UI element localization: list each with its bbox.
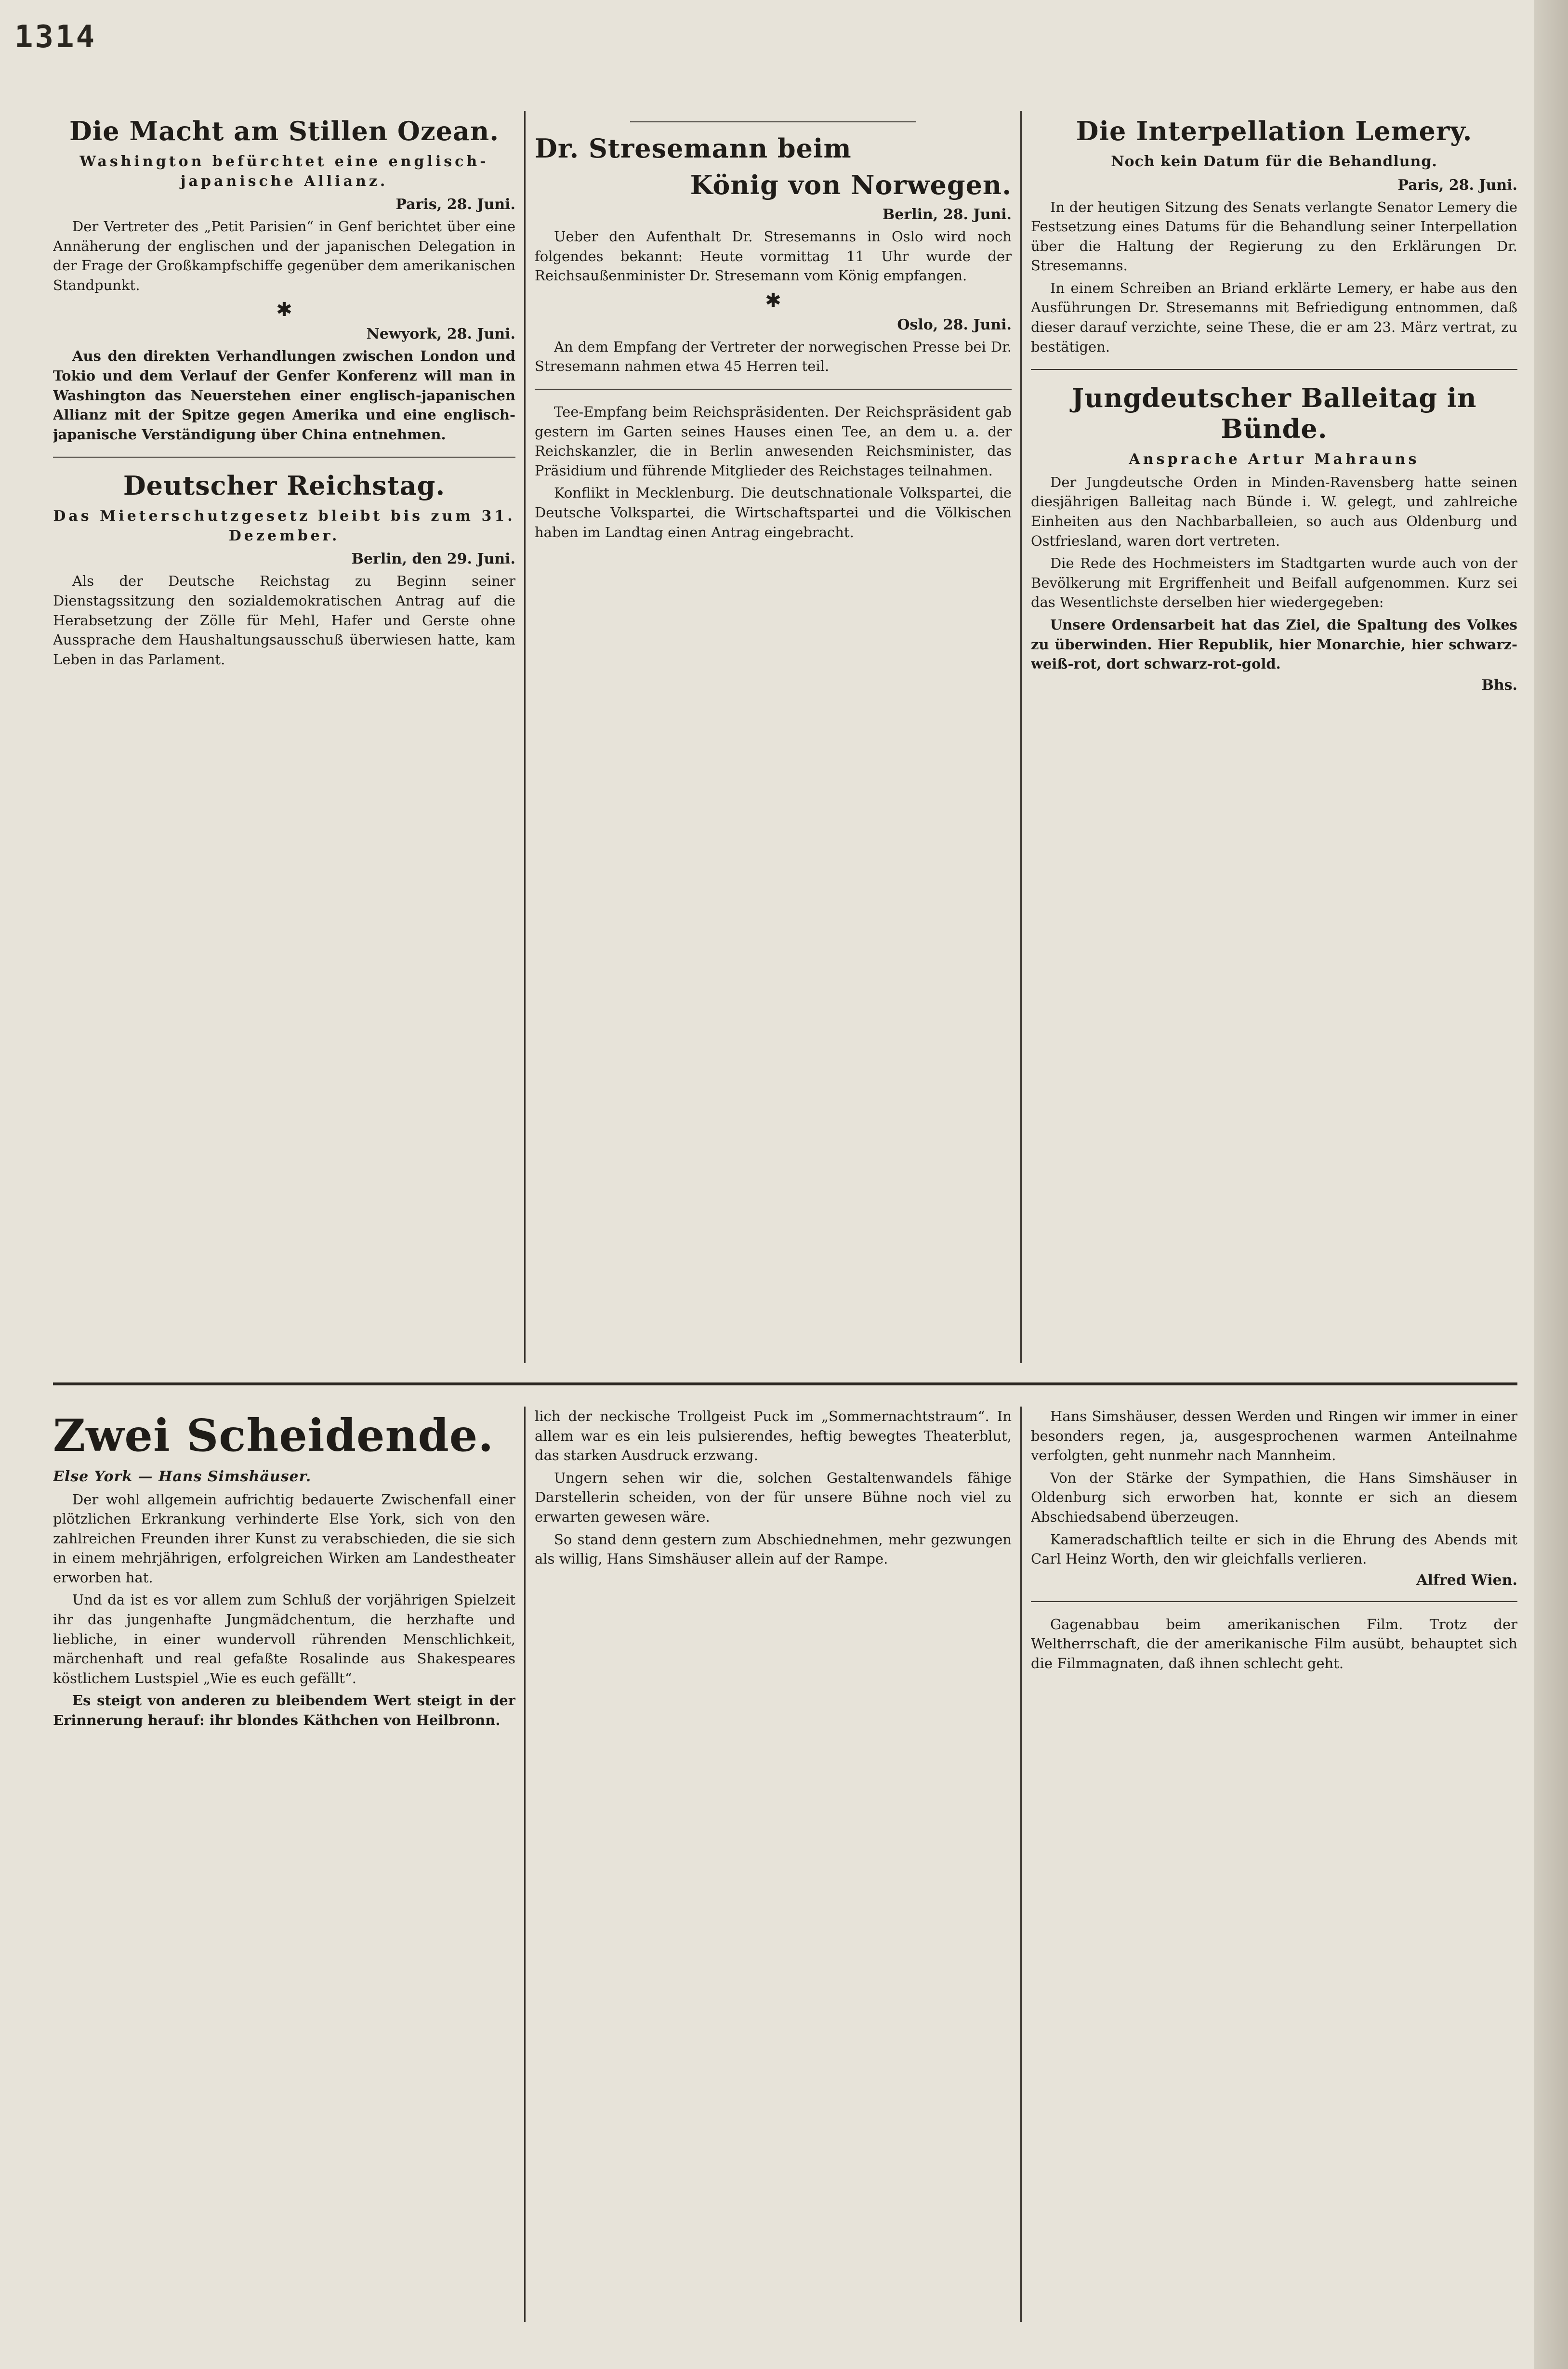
feuilleton-left [53,1407,515,2322]
subhead-scheidende: Else York — Hans Simshäuser. [53,1468,312,1485]
column-rule [524,1407,526,2322]
article-divider [1031,369,1517,370]
body-stresemann-lead: Ueber den Aufenthalt Dr. Stresemanns in Oslo wird noch folgendes bekannt: Heute vormittag 11 Uhr wurde der Reichsaußenminister Dr. Stresemann vom König empfangen. [535,228,1012,284]
headline-balleitag: Jungdeutscher Balleitag in Bünde. [1071,382,1477,445]
body-scheidende-second: Und da ist es vor allem zum Schluß der vorjährigen Spielzeit ihr das jungenhafte Jungmädchentum, die herzhafte und liebliche, in einer wundervoll rührenden Menschlichkeit, märchenhaft und real gefaßte Rosalinde aus Shakespeares köstlichem Lustspiel „Wie es euch gefällt“. [53,1592,515,1686]
dateline-reichstag: Berlin, den 29. Juni. [351,551,515,568]
separator-star: ✱ [276,299,292,321]
body-pacific-lead: Der Vertreter des „Petit Parisien“ in Genf berichtet über eine Annäherung der englischen und der japanischen Delegation in der Frage der Großkampfschiffe gegenüber dem amerikanischen Standpunkt. [53,218,515,293]
body-konflikt-mecklenburg: Konflikt in Mecklenburg. Die deutschnationale Volkspartei, die Deutsche Volkspartei, die Wirtschaftspartei und die Völkischen haben im Landtag einen Antrag eingebracht. [535,485,1012,540]
feuilleton-middle [535,1407,1012,2322]
body-scheidende-right-lead: Hans Simshäuser, dessen Werden und Ringen wir immer in einer besonders regen, ja, ausgesprochenen warmen Anteilnahme verfolgten, geht nunmehr nach Mannheim. [1031,1408,1517,1464]
column-left [53,111,515,1363]
body-scheidende-mid-third: So stand denn gestern zum Abschiednehmen, mehr gezwungen als willig, Hans Simshäuser allein auf der Rampe. [535,1531,1012,1567]
column-rule [524,111,526,1363]
subhead-balleitag: Ansprache Artur Mahrauns [1129,451,1420,468]
headline-stresemann-1: Dr. Stresemann beim [535,133,852,164]
article-divider [630,121,916,122]
page-edge [1534,0,1568,2369]
headline-reichstag: Deutscher Reichstag. [123,470,446,501]
headline-stresemann-2: König von Norwegen. [690,170,1012,200]
dateline-pacific-paris: Paris, 28. Juni. [395,196,515,213]
dateline-stresemann-oslo: Oslo, 28. Juni. [897,316,1012,333]
headline-scheidende: Zwei Scheidende. [53,1409,494,1461]
article-divider [1031,1601,1517,1602]
body-tee-empfang: Tee-Empfang beim Reichspräsidenten. Der Reichspräsident gab gestern im Garten seines Hauses einen Tee, an dem u. a. der Reichskanzler, die in Berlin anwesenden Reichsminister, das Präsidium und führende Mitglieder des Reichstages teilnahmen. [535,403,1012,479]
separator-star: ✱ [765,289,781,312]
body-balleitag-lead: Der Jungdeutsche Orden in Minden-Ravensberg hatte seinen diesjährigen Balleitag nach Bünde i. W. gelegt, und zahlreiche Einheiten aus den Nachbarballeien, so auch aus Oldenburg und Ostfriesland, waren dort vertreten. [1031,474,1517,549]
article-divider [535,389,1012,390]
body-pacific-bold: Aus den direkten Verhandlungen zwischen London und Tokio und dem Verlauf der Genfer Konferenz will man in Washington das Neuerstehen einer englisch-japanischen Allianz mit der Spitze gegen Amerika und eine englisch-japanische Verständigung über China entnehmen. [53,348,515,443]
section-divider [53,1382,1517,1385]
body-stresemann-oslo: An dem Empfang der Vertreter der norwegischen Presse bei Dr. Stresemann nahmen etwa 45 Herren teil. [535,338,1012,375]
subhead-reichstag: Das Mieterschutzgesetz bleibt bis zum 31. Dezember. [53,508,515,544]
byline-scheidende: Alfred Wien. [1416,1571,1517,1589]
body-interpellation-lead: In der heutigen Sitzung des Senats verlangte Senator Lemery die Festsetzung eines Datums für die Behandlung seiner Interpellation über die Haltung der Regierung zu den Erklärungen Dr. Stresemanns. [1031,198,1517,274]
body-scheidende-mid-lead: lich der neckische Trollgeist Puck im „Sommernachtstraum“. In allem war es ein leis pulsierendes, heftig bewegtes Theaterblut, das starken Ausdruck erzwang. [535,1408,1012,1464]
subhead-pacific: Washington befürchtet eine englisch-japanische Allianz. [79,153,489,190]
body-scheidende-right-third: Kameradschaftlich teilte er sich in die Ehrung des Abends mit Carl Heinz Worth, den wir gleichfalls verlieren. [1031,1531,1517,1567]
body-scheidende-third: Es steigt von anderen zu bleibendem Wert steigt in der Erinnerung herauf: ihr blondes Käthchen von Heilbronn. [53,1692,515,1729]
body-scheidende-mid-second: Ungern sehen wir die, solchen Gestaltenwandels fähige Darstellerin scheiden, von der für unsere Bühne noch viel zu erwarten gewesen wäre. [535,1469,1012,1525]
body-interpellation-second: In einem Schreiben an Briand erklärte Lemery, er habe aus den Ausführungen Dr. Stresemanns mit Befriedigung entnommen, daß dieser darauf verzichte, seine These, die er am 23. März vertrat, zu bestätigen. [1031,279,1517,355]
body-scheidende-lead: Der wohl allgemein aufrichtig bedauerte Zwischenfall einer plötzlichen Erkrankung verhinderte Else York, sich von den zahlreichen Freunden ihrer Kunst zu verabschieden, die sie sich in einem mehrjährigen, erfolgreichen Wirken am Landestheater erworben hat. [53,1491,515,1586]
body-balleitag-third: Unsere Ordensarbeit hat das Ziel, die Spaltung des Volkes zu überwinden. Hier Republik, hier Monarchie, hier schwarz-weiß-rot, dort schwarz-rot-gold. [1031,616,1517,672]
column-middle [535,111,1012,1363]
feuilleton-right [1031,1407,1517,2322]
dateline-stresemann-berlin: Berlin, 28. Juni. [882,206,1012,223]
article-divider [53,457,515,458]
column-rule [1020,111,1022,1363]
body-reichstag-lead: Als der Deutsche Reichstag zu Beginn seiner Dienstagssitzung den sozialdemokratischen Antrag auf die Herabsetzung der Zölle für Mehl, Hafer und Gerste ohne Aussprache dem Haushaltungsausschuß überwiesen hatte, kam Leben in das Parlament. [53,573,515,668]
headline-interpellation: Die Interpellation Lemery. [1076,116,1473,146]
body-scheidende-right-second: Von der Stärke der Sympathien, die Hans Simshäuser in Oldenburg sich erworben hat, konnte er sich an diesem Abschiedsabend überzeugen. [1031,1469,1517,1525]
page-number: 1314 [14,19,97,55]
dateline-interpellation: Paris, 28. Juni. [1397,176,1517,194]
byline-balleitag: Bhs. [1481,676,1517,694]
body-film: Gagenabbau beim amerikanischen Film. Trotz der Weltherrschaft, die der amerikanische Film ausübt, behauptet sich die Filmmagnaten, daß ihnen schlecht geht. [1031,1616,1517,1671]
column-rule [1020,1407,1022,2322]
dateline-pacific-newyork: Newyork, 28. Juni. [366,326,515,343]
subhead-interpellation: Noch kein Datum für die Behandlung. [1111,153,1437,170]
body-balleitag-second: Die Rede des Hochmeisters im Stadtgarten wurde auch von der Bevölkerung mit Ergriffenheit und Beifall aufgenommen. Kurz sei das Wesentlichste derselben hier wiedergegeben: [1031,555,1517,611]
headline-pacific: Die Macht am Stillen Ozean. [69,116,500,146]
column-right [1031,111,1517,1363]
